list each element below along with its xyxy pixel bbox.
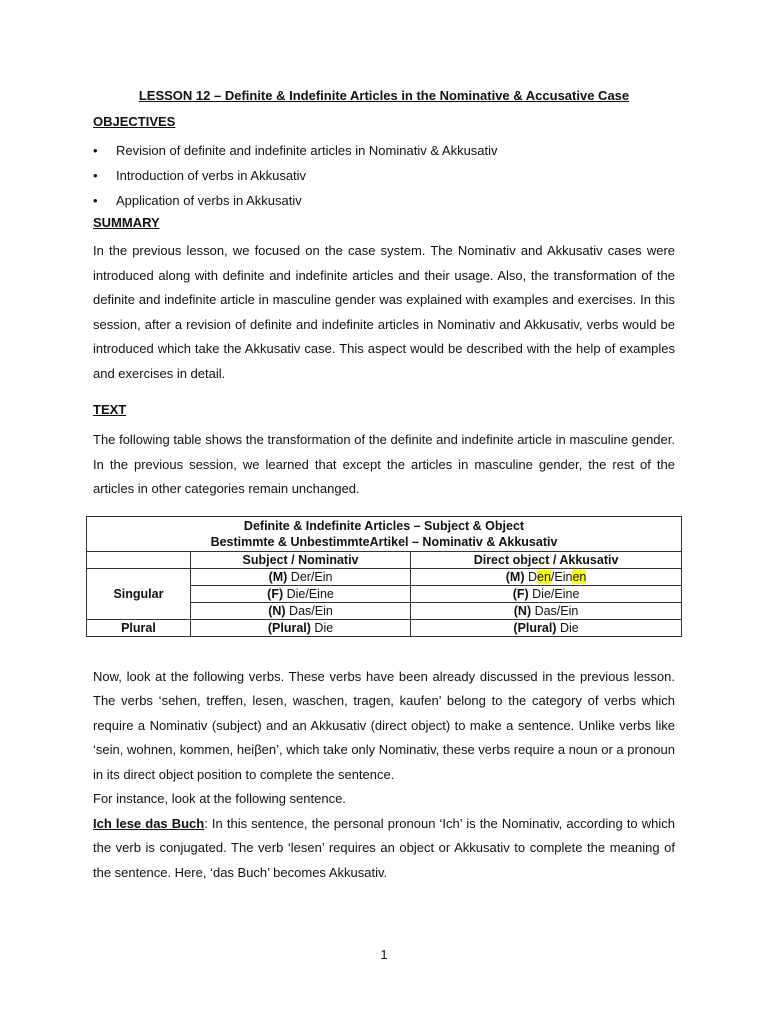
gender-tag: (Plural) — [267, 620, 311, 635]
gender-tag: (Plural) — [513, 620, 557, 635]
verbs-paragraph: Now, look at the following verbs. These verbs have been already discussed in the previous lesson. The verbs ‘sehen, treffen, lesen, waschen, tragen, kaufen’ belong to the category of verbs which require a Nominativ (subject) and an Akkusativ (direct object) to make a sentence. Unlike verbs like ‘sein, wohnen, kommen, heiβen’, which take only Nominativ, these verbs require a noun or a pronoun in its direct object position to complete the sentence. — [93, 668, 675, 782]
gender-tag: (F) — [512, 586, 529, 601]
objective-text: Introduction of verbs in Akkusativ — [116, 168, 307, 183]
page-number: 1 — [380, 947, 388, 962]
example-sentence: Ich lese das Buch — [93, 815, 205, 831]
table-row — [87, 619, 682, 636]
plural-label: Plural — [87, 619, 191, 636]
highlighted-ending: en — [537, 569, 551, 584]
article-text: D — [524, 569, 537, 584]
table-cell — [411, 585, 682, 602]
table-row — [87, 568, 682, 585]
article-text: Das/Ein — [531, 603, 579, 618]
summary-paragraph: In the previous lesson, we focused on the case system. The Nominativ and Akkusativ cases were introduced along with definite and indefinite articles and their usage. Also, the transformation of the definite and indefinite article in masculine gender was explained with examples and exercises. In this session, after a revision of definite and indefinite articles in Nominativ and Akkusativ, verbs would be introduced which take the Akkusativ case. This aspect would be described with the help of examples and exercises in detail. — [93, 243, 675, 381]
table-cell — [411, 619, 682, 636]
table-cell — [190, 602, 410, 619]
list-item — [93, 188, 675, 213]
singular-label: Singular — [87, 568, 191, 619]
gender-tag: (M) — [268, 569, 288, 584]
article-text: Das/Ein — [285, 603, 333, 618]
example-explanation: : In this sentence, the personal pronoun ‘Ich’ is the Nominativ, according to which the verb is conjugated. The verb ‘lesen’ requires an object or Akkusativ to complete the meaning of the sentence. Here, ‘das Buch’ becomes Akkusativ. — [93, 815, 675, 880]
table-cell — [190, 585, 410, 602]
gender-tag: (N) — [513, 603, 532, 618]
table-corner-cell — [87, 551, 191, 568]
bullet-icon: • — [93, 168, 98, 183]
table-caption-line1: Definite & Indefinite Articles – Subject & Object — [243, 518, 525, 533]
article-text: Die — [556, 620, 579, 635]
objective-text: Application of verbs in Akkusativ — [116, 193, 302, 208]
article-text: Die/Eine — [283, 586, 334, 601]
lesson-title: LESSON 12 – Definite & Indefinite Articles in the Nominative & Accusative Case — [138, 88, 630, 103]
column-header-subject: Subject / Nominativ — [190, 551, 410, 568]
gender-tag: (N) — [268, 603, 286, 618]
gender-tag: (M) — [505, 569, 525, 584]
instance-line: For instance, look at the following sentence. — [93, 791, 346, 806]
table-cell — [190, 619, 410, 636]
document-page — [93, 82, 675, 885]
table-cell — [190, 568, 410, 585]
table-cell — [411, 568, 682, 585]
objectives-heading: OBJECTIVES — [93, 114, 176, 129]
list-item — [93, 163, 675, 188]
objectives-list — [93, 138, 675, 213]
article-text: Der/Ein — [287, 569, 333, 584]
table-header-row — [87, 551, 682, 568]
highlighted-ending: en — [572, 569, 587, 584]
article-text: Die — [310, 620, 334, 635]
gender-tag: (F) — [267, 586, 284, 601]
article-text: /Ein — [550, 569, 573, 584]
text-intro-paragraph: The following table shows the transformation of the definite and indefinite article in masculine gender. In the previous session, we learned that except the articles in masculine gender, the rest of the articles in other categories remain unchanged. — [93, 432, 675, 496]
bullet-icon: • — [93, 143, 98, 158]
table-cell — [411, 602, 682, 619]
summary-heading: SUMMARY — [93, 215, 160, 230]
list-item — [93, 138, 675, 163]
table-caption-line2: Bestimmte & UnbestimmteArtikel – Nominativ & Akkusativ — [210, 534, 558, 549]
example-paragraph — [93, 812, 675, 886]
text-heading: TEXT — [93, 402, 127, 417]
objective-text: Revision of definite and indefinite articles in Nominativ & Akkusativ — [116, 143, 498, 158]
article-text: Die/Eine — [528, 586, 580, 601]
table-caption — [87, 516, 682, 551]
column-header-object: Direct object / Akkusativ — [411, 551, 682, 568]
articles-table — [86, 516, 682, 637]
bullet-icon: • — [93, 193, 98, 208]
